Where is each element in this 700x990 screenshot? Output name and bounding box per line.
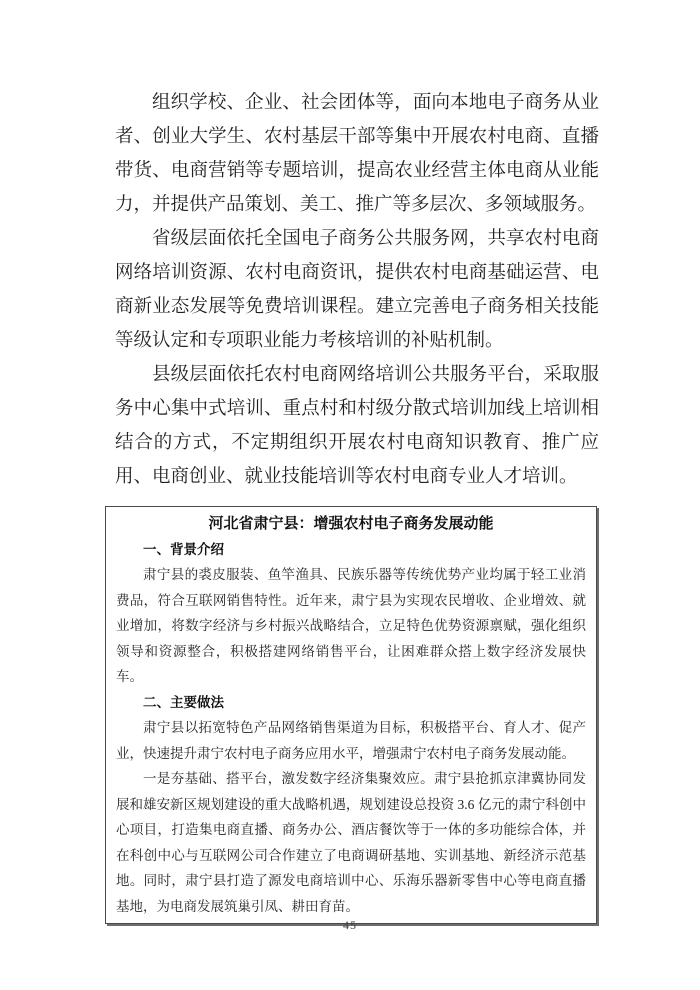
- page-number: 45: [343, 918, 357, 932]
- paragraph-training-organization: 组织学校、企业、社会团体等，面向本地电子商务从业者、创业大学生、农村基层干部等集中开展农村电商、直播带货、电商营销等专题培训，提高农业经营主体电商从业能力，并提供产品策划、美工、推广等多层次、多领域服务。: [115, 93, 599, 215]
- case-section-2-paragraph-1: 肃宁县以拓宽特色产品网络销售渠道为目标，积极搭平台、育人才、促产业，快速提升肃宁农村电子商务应用水平，增强肃宁农村电子商务发展动能。: [116, 720, 586, 761]
- case-study-box: [105, 506, 597, 924]
- case-box-title: 河北省肃宁县：增强农村电子商务发展动能: [208, 515, 494, 532]
- case-section-1-paragraph: 肃宁县的裘皮服装、鱼竿渔具、民族乐器等传统优势产业均属于轻工业消费品，符合互联网销售特性。近年来，肃宁县为实现农民增收、企业增效、就业增加，将数字经济与乡村振兴战略结合，立足特色优势资源禀赋，强化组织领导和资源整合，积极搭建网络销售平台，让困难群众搭上数字经济发展快车。: [116, 567, 586, 684]
- case-section-2-heading: 二、主要做法: [143, 694, 224, 710]
- paragraph-provincial-level: 省级层面依托全国电子商务公共服务网，共享农村电商网络培训资源、农村电商资讯，提供农村电商基础运营、电商新业态发展等免费培训课程。建立完善电子商务相关技能等级认定和专项职业能力考核培训的补贴机制。: [115, 229, 599, 351]
- paragraph-county-level: 县级层面依托农村电商网络培训公共服务平台，采取服务中心集中式培训、重点村和村级分散式培训加线上培训相结合的方式，不定期组织开展农村电商知识教育、推广应用、电商创业、就业技能培训等农村电商专业人才培训。: [115, 365, 599, 487]
- case-section-1-heading: 一、背景介绍: [143, 541, 224, 557]
- body-text-block: [115, 86, 599, 494]
- case-section-2-paragraph-2: 一是夯基础、搭平台，激发数字经济集聚效应。肃宁县抢抓京津冀协同发展和雄安新区规划建设的重大战略机遇，规划建设总投资 3.6 亿元的肃宁科创中心项目，打造集电商直播、商务办公、酒店餐饮等于一体的多功能综合体，并在科创中心与互联网公司合作建立了电商调研基地、实训基地、新经济示范基地。同时，肃宁县打造了源发电商培训中心、乐海乐器新零售中心等电商直播基地，为电商发展筑巢引凤、耕田育苗。: [116, 771, 586, 914]
